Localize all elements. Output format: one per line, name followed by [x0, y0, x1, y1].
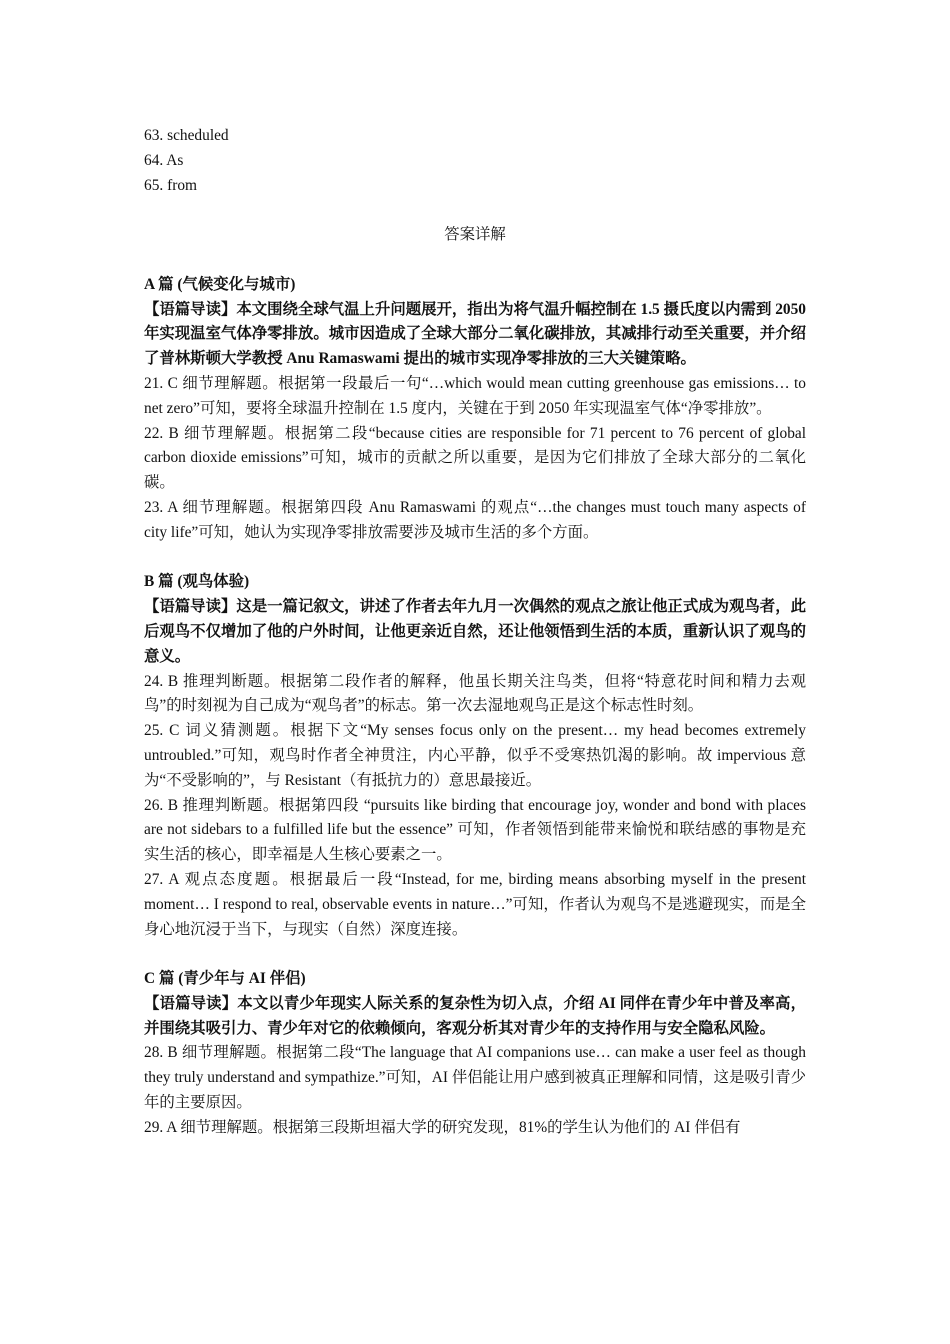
question-25: 25. C 词义猜测题。根据下文“My senses focus only on the present… my head becomes extremely untroubled.”可知，观鸟时作者全神贯注，内心平静，似乎不受寒热饥渴的影响。故 impervious 意为“不受影响的”，与 Resistant（有抵抗力的）意思最接近。 — [144, 722, 806, 789]
section-c — [144, 967, 806, 1141]
section-c-title: C 篇 (青少年与 AI 伴侣) — [144, 970, 306, 988]
section-c-guide: 【语篇导读】本文以青少年现实人际关系的复杂性为切入点，介绍 AI 同伴在青少年中普及率高，并围绕其吸引力、青少年对它的依赖倾向，客观分析其对青少年的支持作用与安全隐私风险。 — [144, 994, 806, 1037]
question-22: 22. B 细节理解题。根据第二段“because cities are responsible for 71 percent to 76 percent of global carbon dioxide emissions”可知，城市的贡献之所以重要，是因为它们排放了全球大部分的二氧化碳。 — [144, 424, 806, 492]
document-body — [144, 124, 806, 1141]
question-27: 27. A 观点态度题。根据最后一段“Instead, for me, birding means absorbing myself in the present moment… I respond to real, observable events in nature…”可知，作者认为观鸟不是逃避现实，而是全身心地沉浸于当下，与现实（自然）深度连接。 — [144, 870, 806, 938]
question-29: 29. A 细节理解题。根据第三段斯坦福大学的研究发现，81%的学生认为他们的 AI 伴侣有 — [144, 1118, 741, 1136]
section-b — [144, 570, 806, 942]
section-a-guide: 【语篇导读】本文围绕全球气温上升问题展开，指出为将气温升幅控制在 1.5 摄氏度以内需到 2050 年实现温室气体净零排放。城市因造成了全球大部分二氧化碳排放，其减排行动至关重要，并介绍了普林斯顿大学教授 Anu Ramaswami 提出的城市实现净零排放的三大关键策略。 — [144, 300, 806, 368]
question-28: 28. B 细节理解题。根据第二段“The language that AI companions use… can make a user feel as though they truly understand and sympathize.”可知，AI 伴侣能让用户感到被真正理解和同情，这是吸引青少年的主要原因。 — [144, 1044, 806, 1112]
answer-64: 64. As — [144, 151, 184, 169]
question-23: 23. A 细节理解题。根据第四段 Anu Ramaswami 的观点“…the changes must touch many aspects of city life”可知，她认为实现净零排放需要涉及城市生活的多个方面。 — [144, 498, 806, 541]
answer-63: 63. scheduled — [144, 127, 229, 144]
question-24: 24. B 推理判断题。根据第二段作者的解释，他虽长期关注鸟类，但将“特意花时间和精力去观鸟”的时刻视为自己成为“观鸟者”的标志。第一次去湿地观鸟正是这个标志性时刻。 — [144, 672, 806, 715]
section-a-title: A 篇 (气候变化与城市) — [144, 275, 296, 293]
question-21: 21. C 细节理解题。根据第一段最后一句“…which would mean cutting greenhouse gas emissions… to net zero”可知，要将全球温升控制在 1.5 度内，关键在于到 2050 年实现温室气体“净零排放”。 — [144, 374, 806, 417]
answer-list — [144, 124, 806, 198]
section-a — [144, 273, 806, 546]
answer-65: 65. from — [144, 176, 198, 194]
section-b-guide: 【语篇导读】这是一篇记叙文，讲述了作者去年九月一次偶然的观点之旅让他正式成为观鸟者，此后观鸟不仅增加了他的户外时间，让他更亲近自然，还让他领悟到生活的本质，重新认识了观鸟的意义。 — [144, 598, 806, 665]
section-b-title: B 篇 (观鸟体验) — [144, 573, 250, 591]
explanation-heading: 答案详解 — [444, 226, 506, 244]
question-26: 26. B 推理判断题。根据第四段 “pursuits like birding that encourage joy, wonder and bond with places are not sidebars to a fulfilled life but the essence” 可知，作者领悟到能带来愉悦和联结感的事物是充实生活的核心，即幸福是人生核心要素之一。 — [144, 796, 806, 864]
